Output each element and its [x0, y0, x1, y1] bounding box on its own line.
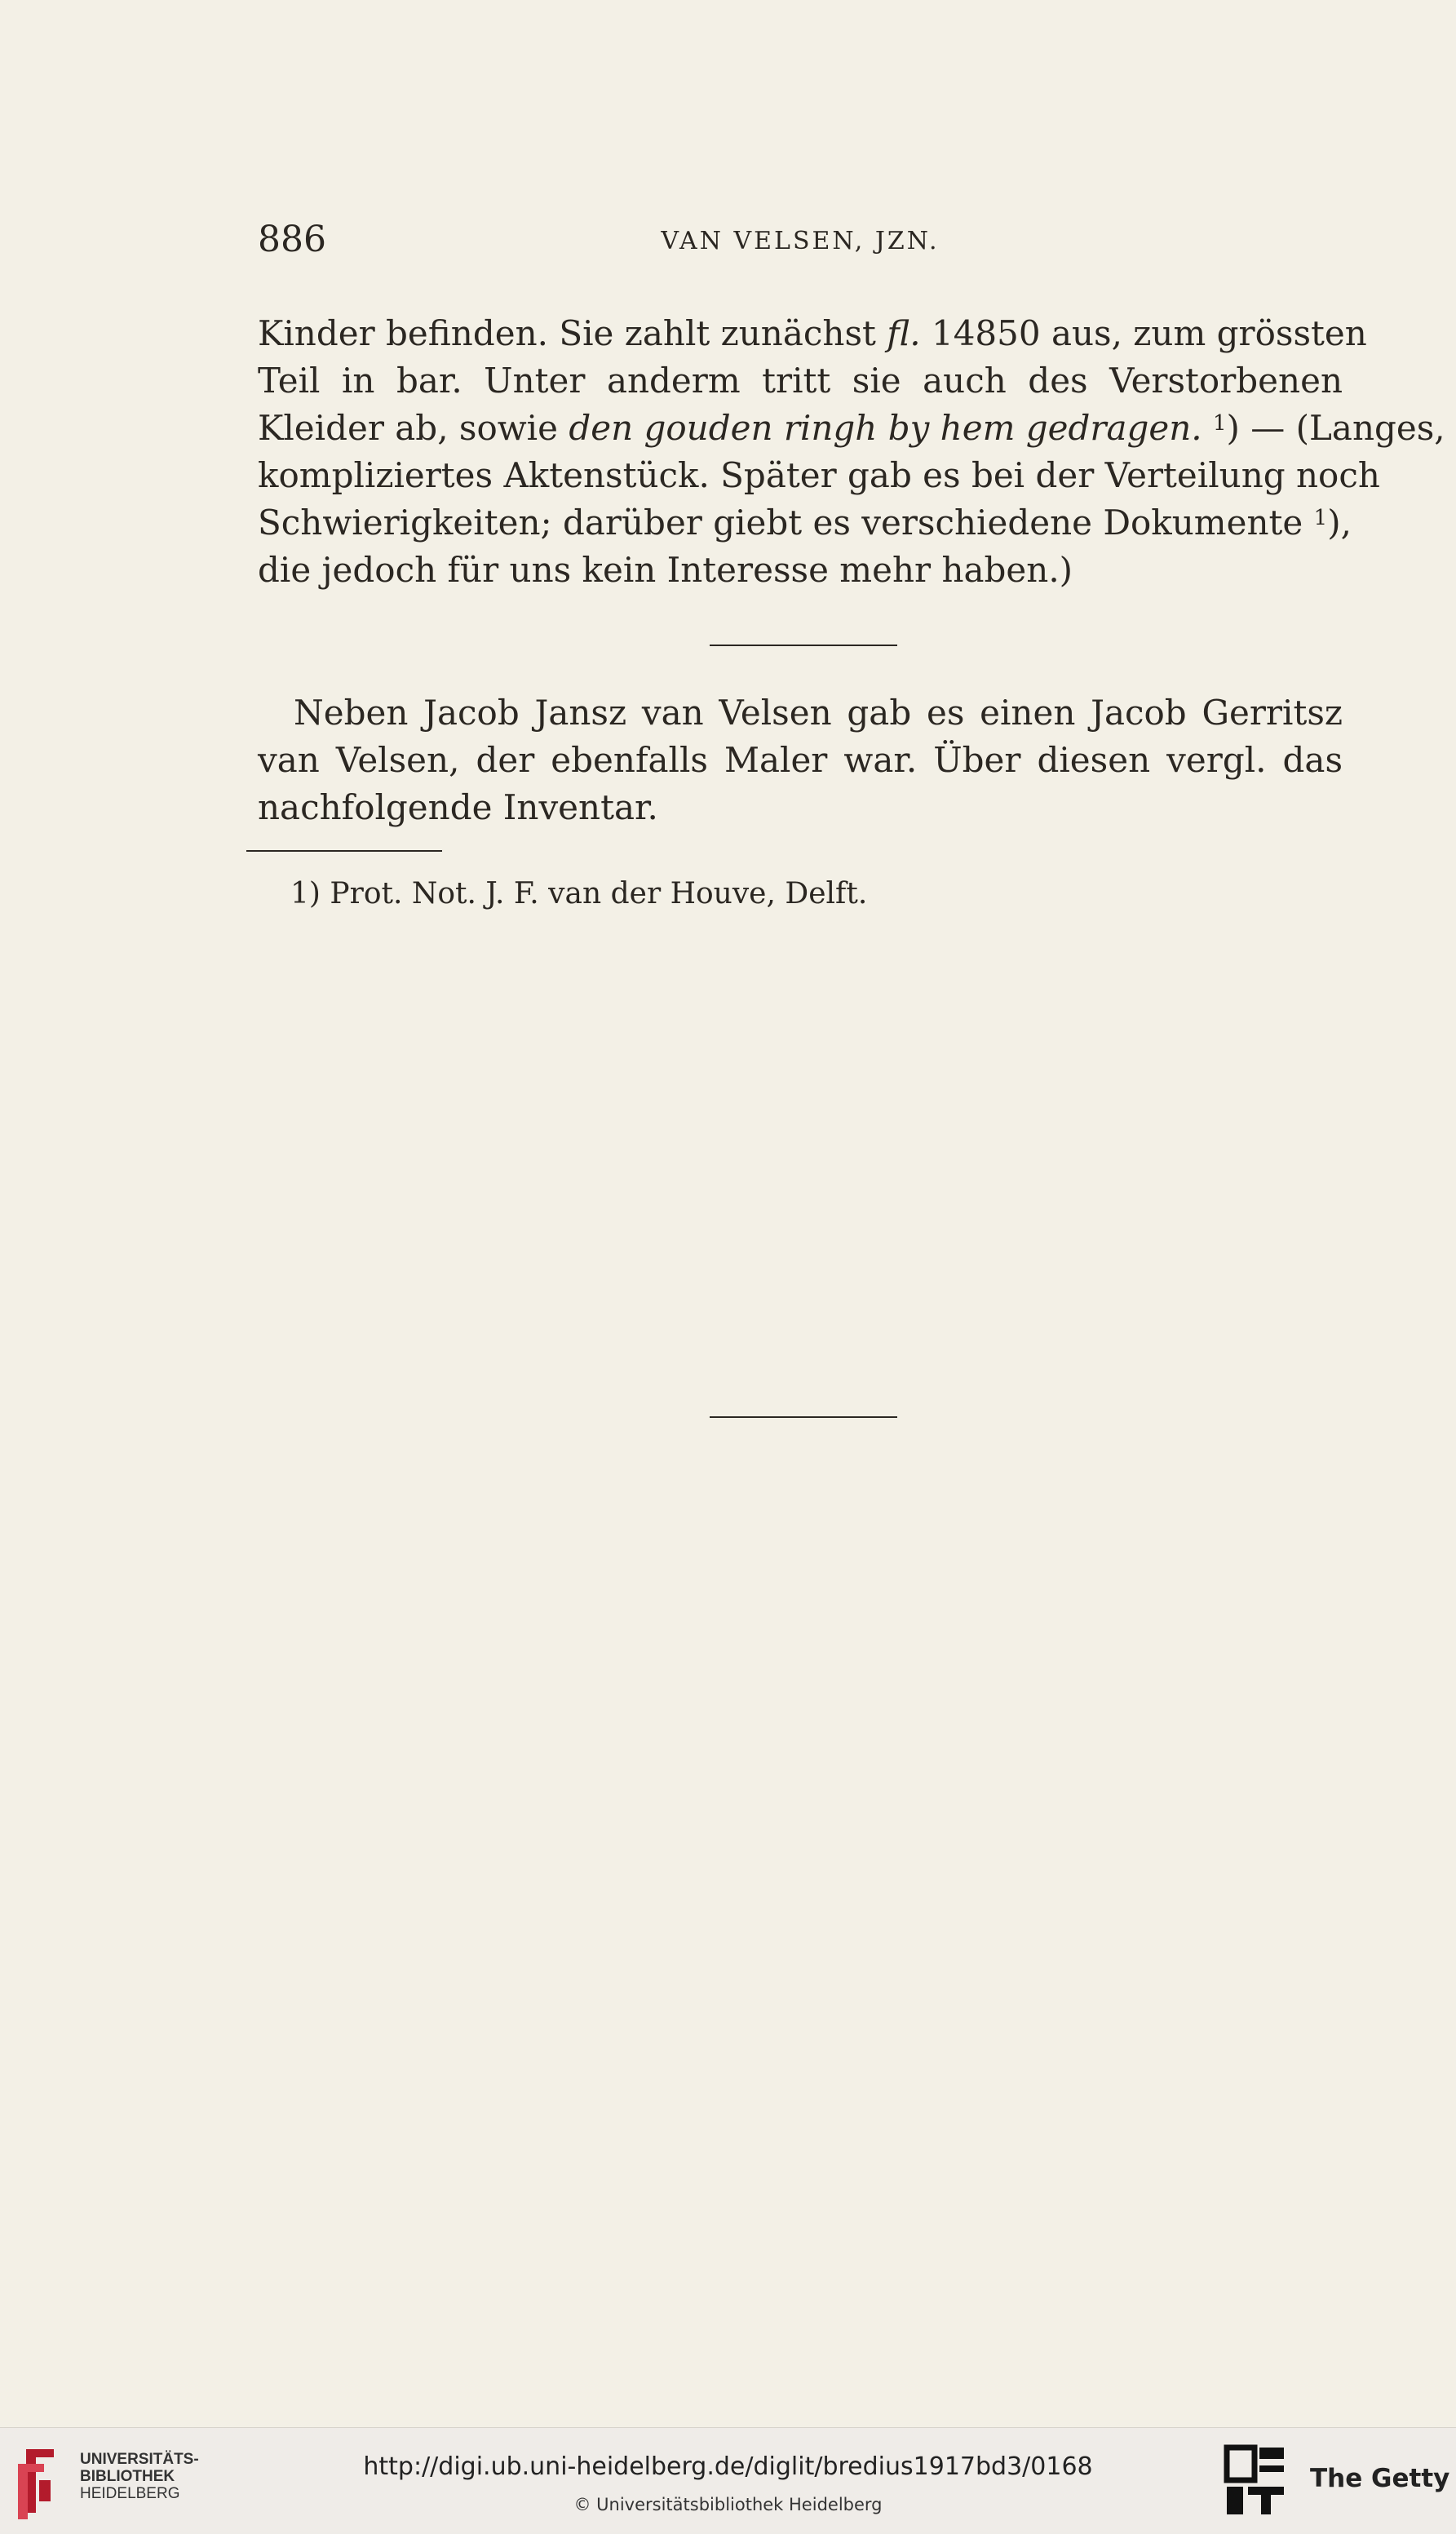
italic-span: den gouden ringh by hem gedragen. [569, 408, 1202, 448]
text-line [258, 310, 1367, 357]
footnote-marker: 1 [1313, 506, 1328, 530]
text-line: die jedoch für uns kein Interesse mehr haben.) [258, 550, 1073, 590]
text-line [258, 405, 1445, 452]
running-title: VAN VELSEN, JZN. [661, 227, 940, 255]
text-line: nachfolgende Inventar. [258, 787, 658, 827]
footnote: 1) Prot. Not. J. F. van der Houve, Delft. [290, 877, 868, 910]
footnote-marker: 1 [1213, 411, 1227, 436]
text-span: Schwierigkeiten; darüber giebt es verschiedene Dokumente [258, 503, 1303, 543]
text-line: Neben Jacob Jansz van Velsen gab es einen Jacob Gerritsz [294, 693, 1343, 733]
getty-logo-icon [1224, 2441, 1289, 2523]
text-span: ) — (Langes, [1226, 408, 1445, 448]
ub-name-line: HEIDELBERG [80, 2485, 180, 2502]
section-separator [710, 1416, 897, 1418]
text-line: kompliziertes Aktenstück. Später gab es bei der Verteilung noch [258, 455, 1380, 495]
text-span: Kinder befinden. Sie zahlt zunächst [258, 313, 876, 353]
text-span: ), [1327, 503, 1352, 543]
paragraph-2 [258, 689, 1343, 831]
italic-span: fl. [887, 313, 921, 353]
ub-name-line: UNIVERSITÄTS- [80, 2451, 199, 2468]
running-head [258, 219, 1343, 268]
ub-name-line: BIBLIOTHEK [80, 2468, 175, 2485]
getty-name: The Getty [1310, 2464, 1450, 2493]
footnote-rule [246, 850, 442, 852]
page-number: 886 [258, 219, 326, 260]
text-span: 14850 aus, zum grössten [931, 313, 1367, 353]
text-line: Teil in bar. Unter anderm tritt sie auch des Verstorbenen [258, 361, 1343, 401]
copyright-notice: © Universitätsbibliothek Heidelberg [573, 2495, 883, 2514]
paragraph-1 [258, 310, 1445, 594]
text-line: van Velsen, der ebenfalls Maler war. Über diesen vergl. das [258, 740, 1343, 780]
permalink-url[interactable]: http://digi.ub.uni-heidelberg.de/diglit/bredius1917bd3/0168 [363, 2452, 1093, 2481]
text-span: Kleider ab, sowie [258, 408, 558, 448]
section-separator [710, 645, 897, 646]
footer-bar [0, 2427, 1456, 2534]
text-line [258, 499, 1352, 547]
